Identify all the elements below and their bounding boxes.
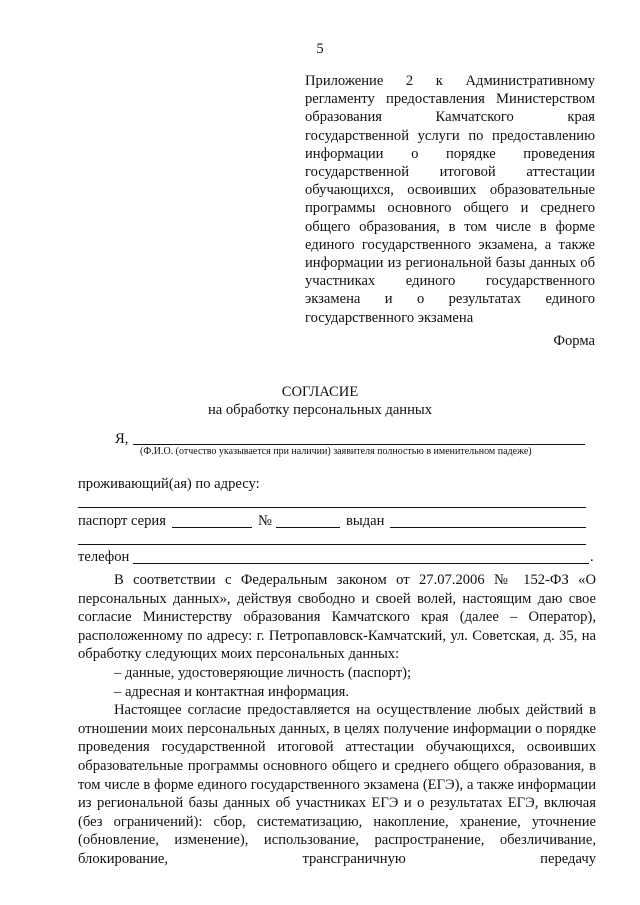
- issued-by-line[interactable]: [390, 527, 586, 528]
- address-field-line[interactable]: [78, 507, 586, 508]
- passport-series-line[interactable]: [172, 527, 252, 528]
- name-field-hint: (Ф.И.О. (отчество указывается при наличии) заявителя полностью в именительном падеже): [140, 446, 532, 457]
- phone-label: телефон: [78, 549, 130, 565]
- document-subtitle: на обработку персональных данных: [207, 402, 433, 418]
- consent-body: [78, 571, 596, 869]
- name-field-line[interactable]: [133, 444, 585, 445]
- page-number: 5: [316, 41, 324, 57]
- i-label: Я,: [115, 431, 129, 447]
- extra-line[interactable]: [78, 544, 586, 545]
- phone-field-line[interactable]: [133, 563, 589, 564]
- passport-number-label: №: [258, 513, 272, 529]
- phone-end-dot: .: [590, 549, 594, 565]
- document-title: СОГЛАСИЕ: [281, 384, 359, 400]
- appendix-heading: Приложение 2 к Административному регламенту предоставления Министерством образования Камчатского края государственной услуги по предоставлению информации о порядке проведения государственной итоговой аттестации обучающихся, освоивших образовательные программы основного общего и среднего общего образования, в том числе в форме единого государственного экзамена, а также информации из региональной базы данных об участниках единого государственного экзамена и о результатах единого государственного экзамена: [305, 73, 595, 326]
- passport-number-line[interactable]: [276, 527, 340, 528]
- list-item-1: – данные, удостоверяющие личность (паспорт);: [114, 664, 412, 681]
- paragraph-1: В соответствии с Федеральным законом от 27.07.2006 № 152-ФЗ «О персональных данных», действуя свободно и своей волей, настоящим даю свое согласие Министерству образования Камчатского края (далее – Оператор), расположенному по адресу: г. Петропавловск-Камчатский, ул. Советская, д. 35, на обработку следующих моих персональных данных:: [78, 572, 596, 663]
- passport-label: паспорт серия: [78, 513, 166, 529]
- paragraph-2: Настоящее согласие предоставляется на осуществление любых действий в отношении моих персональных данных, в целях получение информации о порядке проведения государственной итоговой аттестации обучающихся, освоивших образовательные программы основного общего и среднего общего образования, в том числе в форме единого государственного экзамена (ЕГЭ), а также информации из региональной базы данных об участниках ЕГЭ и о результатах ЕГЭ, включая (без ограничений): сбор, систематизацию, накопление, хранение, уточнение (обновление, изменение), использование, распространение, обезличивание, блокирование, трансграничную передачу: [78, 702, 596, 867]
- address-label: проживающий(ая) по адресу:: [78, 476, 260, 492]
- form-label: Форма: [553, 333, 595, 349]
- issued-label: выдан: [346, 513, 385, 529]
- list-item-2: – адресная и контактная информация.: [114, 683, 350, 700]
